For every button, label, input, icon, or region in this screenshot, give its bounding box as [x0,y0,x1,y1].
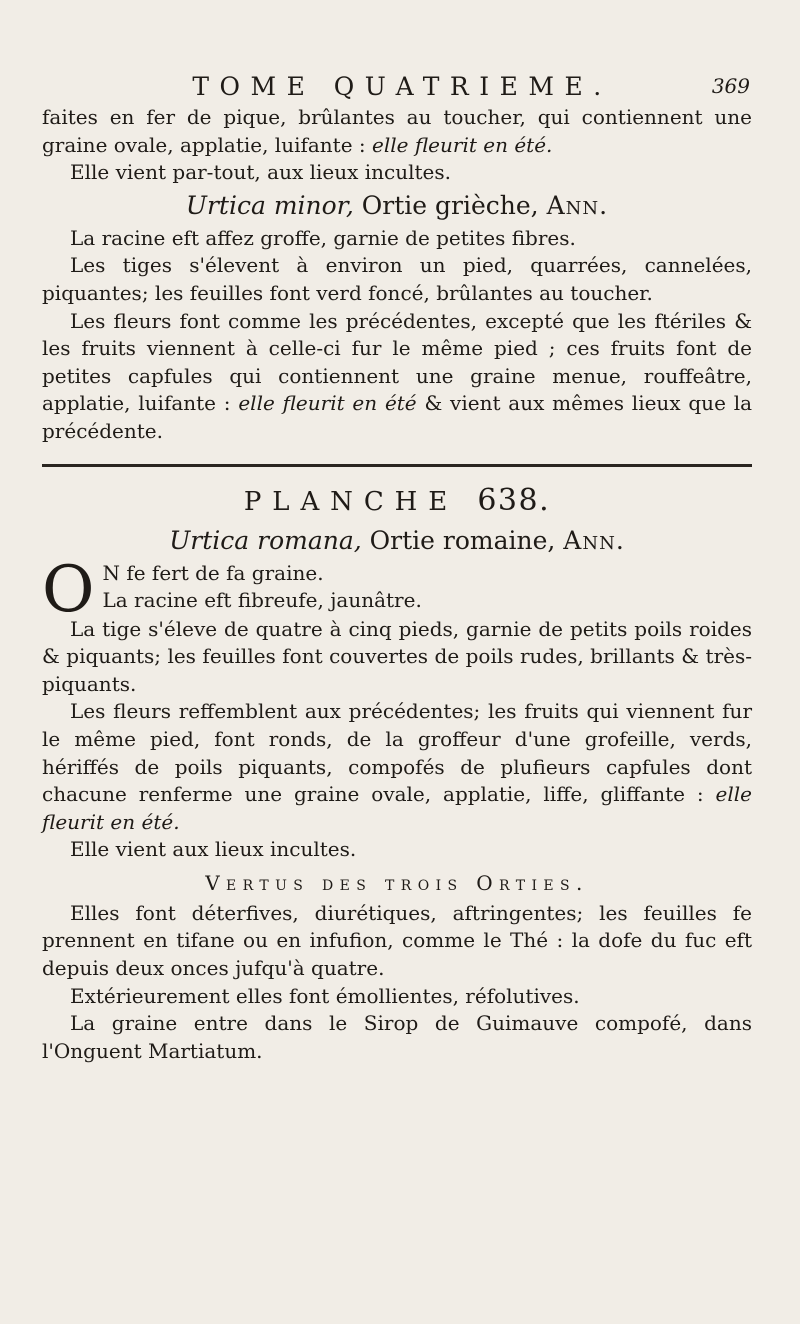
species-french-name: Ortie grièche, [361,190,539,220]
section-divider [42,464,752,467]
species-latin-name: Urtica minor, [185,190,354,220]
body-text [42,104,752,1065]
opening-block [42,552,752,627]
paragraph-virtues: Elles font déterfives, diurétiques, aftringentes; les feuilles fe prennent en tifane ou en infufion, comme le Thé : la dofe du fuc eft depuis deux onces jufqu'à quatre. [42,900,752,981]
paragraph-flowers [42,698,752,836]
page-number: 369 [711,74,750,98]
paragraph-root: La racine eft fibreufe, jaunâtre. [102,588,422,613]
paragraph-flowers [42,308,752,446]
flowering-note: elle fleurit en été. [42,782,752,834]
running-head [42,72,752,102]
species-french-name: Ortie romaine, [369,525,556,555]
species-latin-name: Urtica romana, [169,525,362,555]
paragraph-stems: Les tiges s'élevent à environ un pied, quarrées, cannelées, piquantes; les feuilles font verd foncé, brûlantes au toucher. [42,253,752,305]
paragraph-root: La racine eft affez groffe, garnie de petites fibres. [70,225,576,250]
plate-label: PLANCHE [243,486,459,517]
flowering-note: elle fleurit en été. [372,132,553,157]
paragraph-continued [42,104,752,159]
flowering-note: elle fleurit en été [238,391,417,416]
paragraph-text: & vient aux mêmes lieux que la précédente. [42,391,753,443]
plate-number: 638. [477,482,551,518]
paragraph-stem: La tige s'éleve de quatre à cinq pieds, garnie de petits poils roides & piquants; les feuilles font couvertes de poils rudes, brillants & très-piquants. [42,616,752,696]
drop-cap: O [42,552,95,627]
species-heading-romana [42,524,752,558]
virtues-heading: Vertus des trois Orties. [205,870,589,895]
species-heading-minor [42,189,752,223]
paragraph-text: faites en fer de pique, brûlantes au toucher, qui contiennent une graine ovale, applatie, luifante : [42,105,752,157]
paragraph-habitat: Elle vient par-tout, aux lieux incultes. [70,160,451,185]
paragraph-text: Les fleurs reffemblent aux précédentes; les fruits qui viennent fur le même pied, font ronds, de la groffeur d'une grofeille, verds, hériffés de poils piquants, compofés de plufieurs capfules dont chacune renferme une graine ovale, applatie, liffe, gliffante : [42,699,752,807]
paragraph-external-use: Extérieurement elles font émollientes, réfolutives. [70,983,580,1008]
species-author: Ann. [546,190,609,220]
paragraph-usage: N fe fert de fa graine. [102,560,324,585]
running-title: TOME QUATRIEME. [192,72,612,101]
paragraph-habitat: Elle vient aux lieux incultes. [70,837,357,862]
paragraph-preparations: La graine entre dans le Sirop de Guimauve compofé, dans l'Onguent Martiatum. [42,1011,752,1063]
paragraph-text: Les fleurs font comme les précédentes, excepté que les ftériles & les fruits viennent à celle-ci fur le même pied ; ces fruits font de petites capfules qui contiennent une graine menue, rouffeâtre, applatie, luifante : [42,308,752,416]
plate-heading [42,481,752,522]
species-author: Ann. [563,525,625,555]
